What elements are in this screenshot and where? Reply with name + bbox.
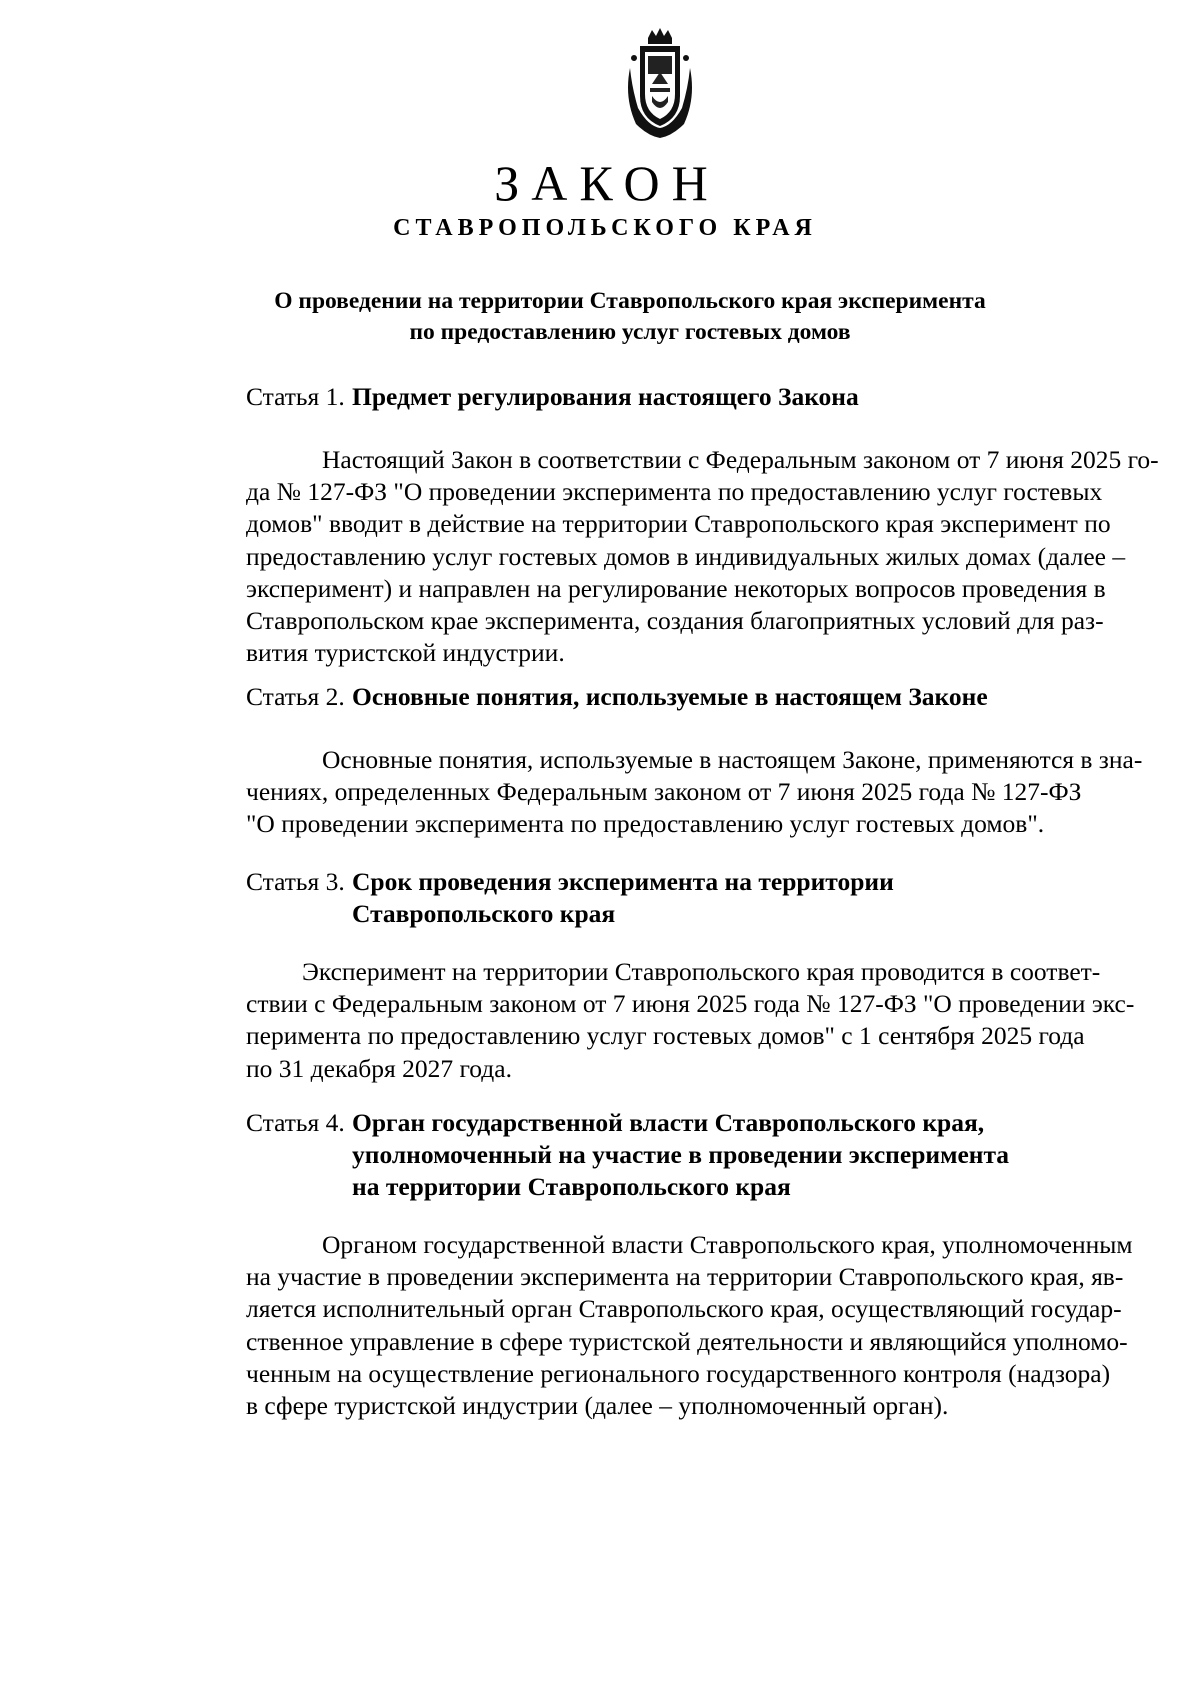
- article-title-continuation: уполномоченный на участие в проведении эксперимента: [352, 1140, 1010, 1169]
- text-line: чениях, определенных Федеральным законом от 7 июня 2025 года № 127-ФЗ: [246, 777, 1082, 807]
- text-line: ствии с Федеральным законом от 7 июня 2025 года № 127-ФЗ "О проведении экс-: [246, 989, 1135, 1019]
- article-2-body: [170, 744, 1143, 841]
- law-title-line: О проведении на территории Ставропольского края эксперимента: [274, 288, 986, 314]
- text-line: Основные понятия, используемые в настоящем Законе, применяются в зна-: [322, 745, 1143, 774]
- text-line: Настоящий Закон в соответствии с Федеральным законом от 7 июня 2025 го-: [322, 445, 1159, 474]
- law-title: [170, 286, 1090, 348]
- article-title-continuation: Ставропольского края: [352, 899, 616, 928]
- article-3-body: [170, 956, 1135, 1085]
- law-heading: ЗАКОН: [494, 155, 720, 211]
- text-line: вития туристской индустрии.: [246, 638, 565, 668]
- article-2-heading: [246, 681, 988, 713]
- article-number: Статья 2.: [246, 682, 345, 711]
- article-title: Предмет регулирования настоящего Закона: [352, 382, 859, 411]
- article-3-heading: [246, 866, 894, 930]
- text-line: ченным на осуществление регионального государственного контроля (надзора): [246, 1358, 1111, 1388]
- text-line: на участие в проведении эксперимента на территории Ставропольского края, яв-: [246, 1262, 1124, 1292]
- coat-of-arms-emblem: [622, 28, 698, 140]
- text-line: ляется исполнительный орган Ставропольского края, осуществляющий государ-: [246, 1294, 1122, 1324]
- article-number: Статья 4.: [246, 1108, 345, 1137]
- text-line: да № 127-ФЗ "О проведении эксперимента по предоставлению услуг гостевых: [246, 477, 1103, 507]
- text-line: в сфере туристской индустрии (далее – уполномоченный орган).: [246, 1391, 949, 1421]
- text-line: "О проведении эксперимента по предоставлению услуг гостевых домов".: [246, 809, 1045, 839]
- text-line: домов" вводит в действие на территории Ставропольского края эксперимент по: [246, 509, 1111, 539]
- text-line: эксперимент) и направлен на регулирование некоторых вопросов проведения в: [246, 573, 1106, 603]
- text-line: предоставлению услуг гостевых домов в индивидуальных жилых домах (далее –: [246, 541, 1126, 571]
- text-line: Ставропольском крае эксперимента, создания благоприятных условий для раз-: [246, 606, 1104, 636]
- article-1-heading: [246, 381, 859, 413]
- law-title-line: по предоставлению услуг гостевых домов: [409, 319, 851, 345]
- text-line: Органом государственной власти Ставропольского края, уполномоченным: [322, 1230, 1133, 1259]
- article-title: Орган государственной власти Ставропольского края,: [352, 1108, 985, 1137]
- article-4-body: [170, 1229, 1133, 1422]
- text-line: Эксперимент на территории Ставропольского края проводится в соответ-: [302, 957, 1101, 986]
- article-title: Срок проведения эксперимента на территории: [352, 867, 894, 896]
- article-number: Статья 1.: [246, 382, 345, 411]
- text-line: по 31 декабря 2027 года.: [246, 1053, 512, 1083]
- article-title-continuation: на территории Ставропольского края: [352, 1172, 791, 1201]
- law-region-heading: СТАВРОПОЛЬСКОГО КРАЯ: [393, 215, 817, 241]
- text-line: ственное управление в сфере туристской деятельности и являющийся уполномо-: [246, 1326, 1128, 1356]
- article-number: Статья 3.: [246, 867, 345, 896]
- text-line: перимента по предоставлению услуг гостевых домов" с 1 сентября 2025 года: [246, 1021, 1085, 1051]
- article-title: Основные понятия, используемые в настоящем Законе: [352, 682, 988, 711]
- article-4-heading: [246, 1107, 1009, 1203]
- article-1-body: [170, 444, 1159, 669]
